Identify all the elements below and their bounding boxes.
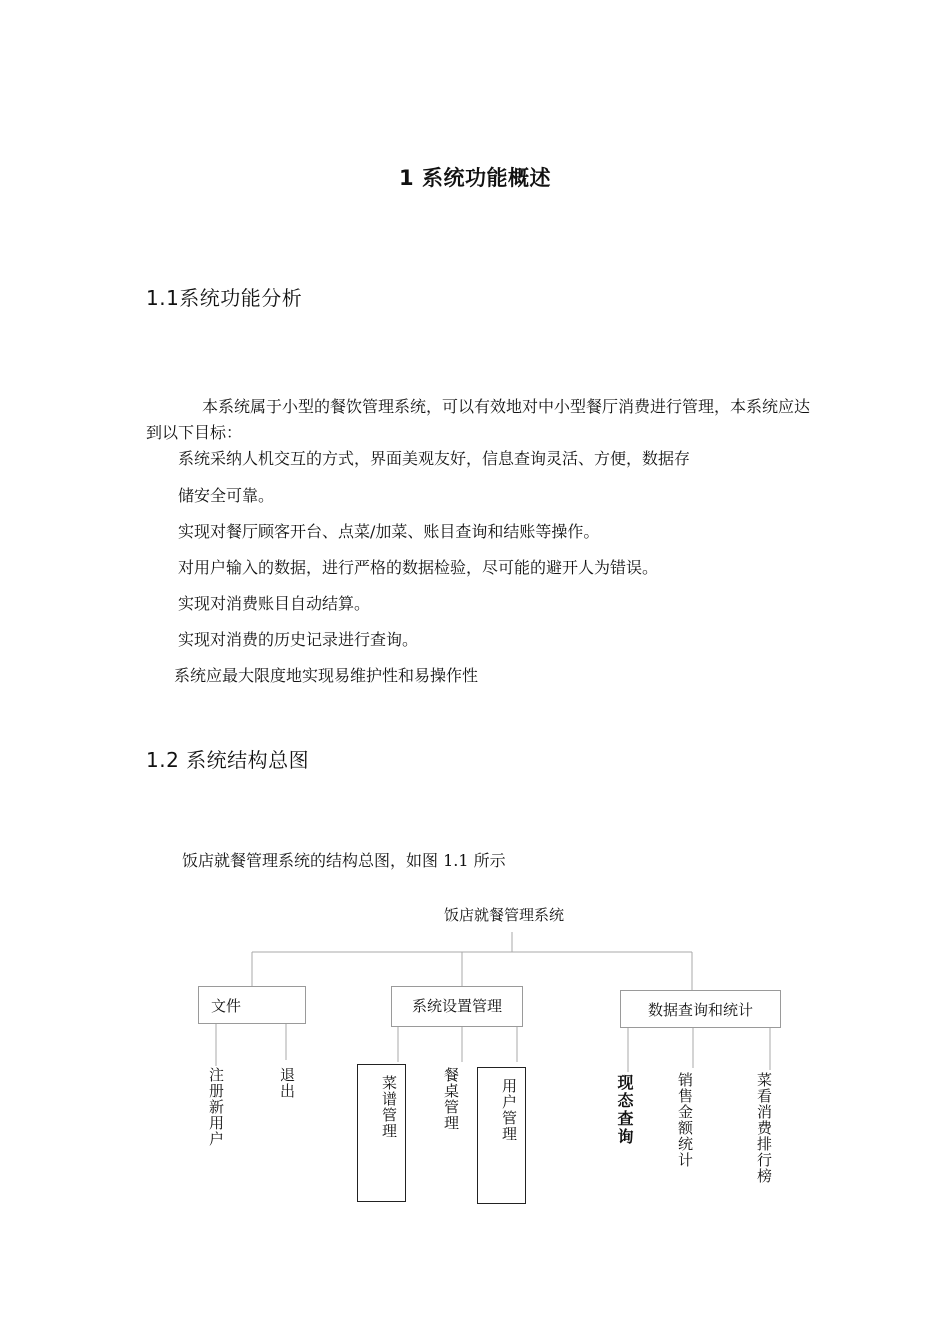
leaf-label: 现态查询 [615, 1074, 634, 1146]
leaf-label: 注册新用户 [207, 1067, 225, 1147]
goal-line: 实现对消费的历史记录进行查询。 [178, 630, 419, 649]
leaf-label: 退出 [278, 1067, 296, 1099]
diagram-caption: 饭店就餐管理系统的结构总图，如图 1.1 所示 [182, 851, 506, 870]
branch-box-file [198, 986, 306, 1024]
branch-label: 系统设置管理 [411, 997, 502, 1015]
goal-line: 系统采纳人机交互的方式，界面美观友好，信息查询灵活、方便，数据存 [178, 449, 691, 468]
branch-box-query [620, 990, 781, 1028]
section-heading-1-2: 1.2 系统结构总图 [146, 748, 310, 772]
goal-line: 实现对消费账目自动结算。 [178, 594, 371, 613]
diagram-root-label: 饭店就餐管理系统 [444, 906, 565, 924]
leaf-label: 菜谱管理 [380, 1075, 398, 1139]
branch-box-settings [391, 986, 523, 1027]
leaf-label: 餐桌管理 [442, 1067, 460, 1131]
branch-label: 数据查询和统计 [647, 1001, 753, 1019]
goal-line: 储安全可靠。 [178, 486, 275, 505]
leaf-label: 用户管理 [500, 1078, 518, 1142]
goal-line: 系统应最大限度地实现易维护性和易操作性 [174, 666, 479, 685]
section-heading-1-1: 1.1系统功能分析 [146, 286, 303, 310]
leaf-box [477, 1067, 526, 1204]
intro-paragraph: 本系统属于小型的餐饮管理系统，可以有效地对中小型餐厅消费进行管理，本系统应达到以下目标： [146, 397, 811, 442]
goal-line: 实现对餐厅顾客开台、点菜/加菜、账目查询和结账等操作。 [178, 522, 600, 541]
page-title: 1 系统功能概述 [399, 166, 551, 190]
leaf-label: 菜看消费排行榜 [755, 1072, 773, 1184]
branch-label: 文件 [211, 997, 242, 1015]
goal-line: 对用户输入的数据，进行严格的数据检验，尽可能的避开人为错误。 [178, 558, 659, 577]
leaf-label: 销售金额统计 [676, 1072, 694, 1168]
leaf-box [357, 1064, 406, 1202]
